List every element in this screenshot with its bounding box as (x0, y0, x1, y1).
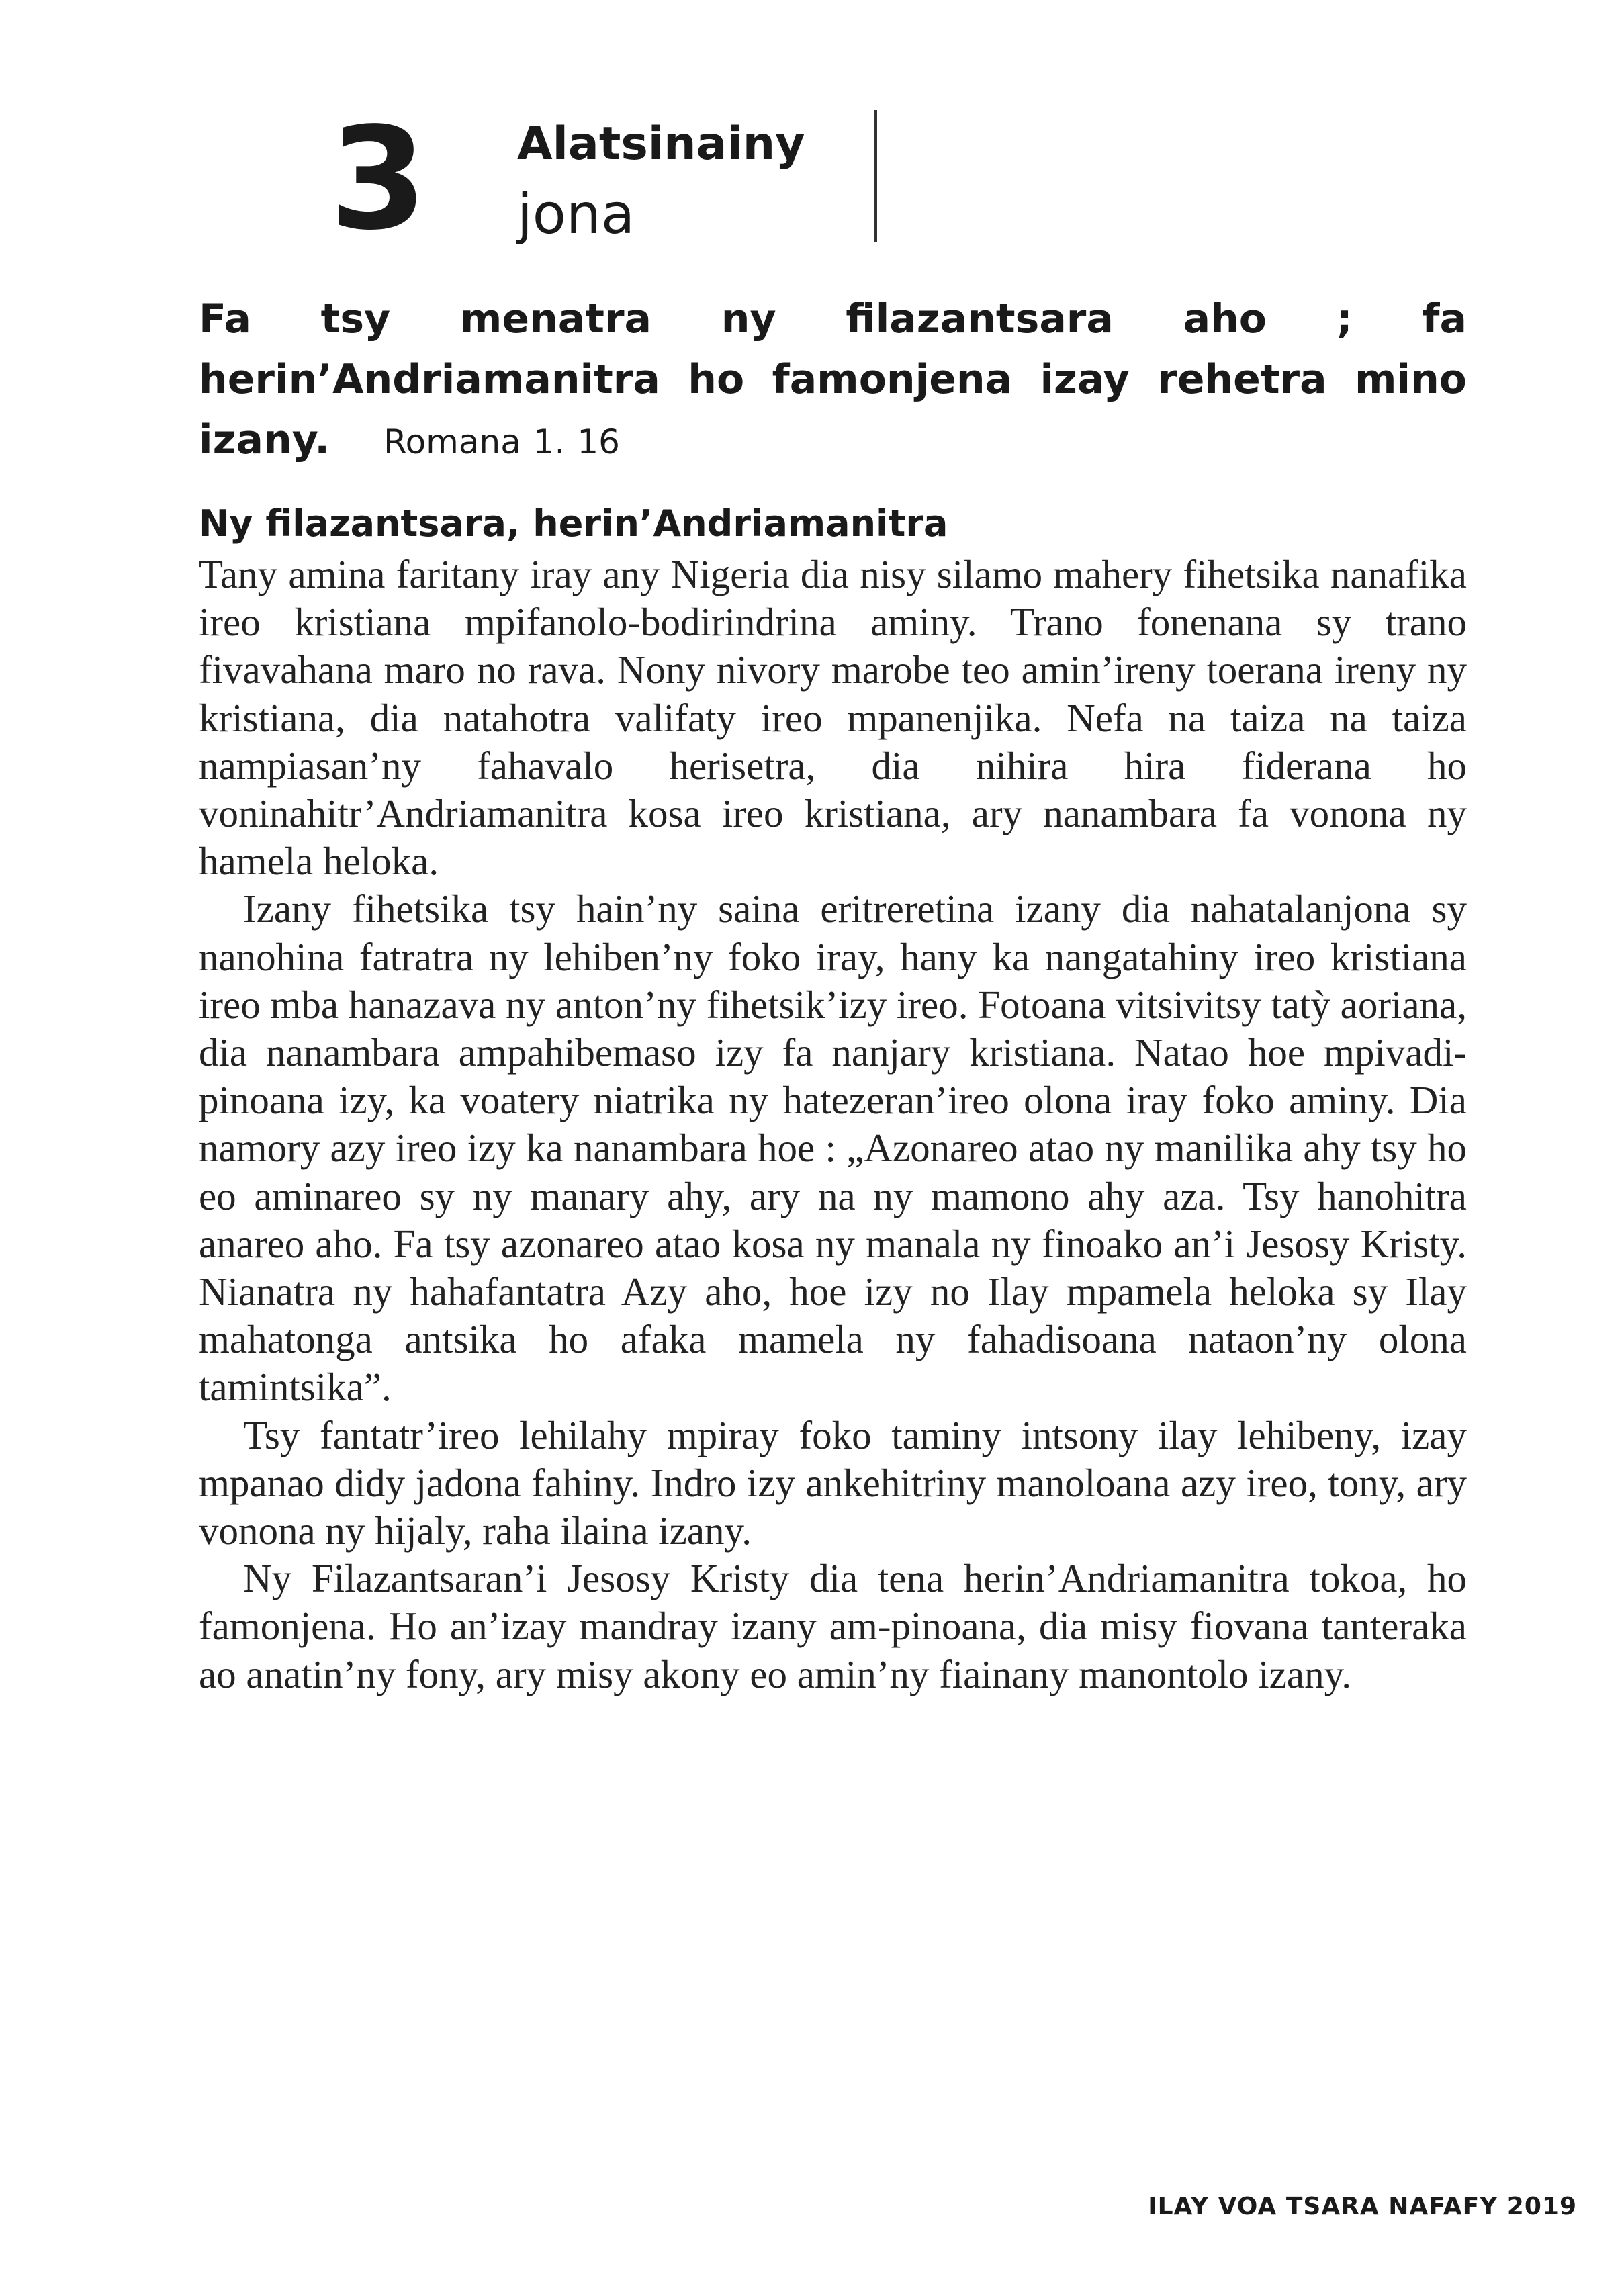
vertical-divider (874, 110, 877, 242)
paragraph: Tsy fantatr’ireo lehilahy mpiray foko taminy intsony ilay lehibeny, izay mpanao didy jadona fahiny. Indro izy ankehitriny manoloana azy ireo, tony, ary vonona ny hijaly, raha ilaina izany. (199, 1412, 1467, 1553)
verse-reference: Romana 1. 16 (384, 422, 620, 461)
day-number: 3 (329, 97, 425, 261)
month-name: jona (517, 183, 635, 246)
paragraph: Tany amina faritany iray any Nigeria dia nisy silamo mahery fihetsika nanafika ireo kristiana mpifanolo-bodirindrina aminy. Trano fonenana sy trano fivavahana maro no rava. Nony nivory marobe teo amin’ireny toerana ireny ny kristiana, dia natahotra valifaty ireo mpanenjika. Nefa na taiza na taiza nampiasan’ny fahavalo herisetra, dia nihira hira fiderana ho voninahitr’Andriamanitra kosa ireo kristiana, ary nanambara fa vonona ny hamela heloka. (199, 552, 1467, 884)
day-name: Alatsinainy (517, 118, 805, 171)
paragraph: Izany fihetsika tsy hain’ny saina eritreretina izany dia nahatalanjona sy nanohina fatratra ny lehiben’ny foko iray, hany ka nangatahiny ireo kristiana ireo mba hanazava ny anton’ny fihetsik’izy ireo. Fotoana vitsivitsy tatỳ aoriana, dia nanambara ampahibemaso izy fa nanjary kristiana. Natao hoe mpivadi-pinoana izy, ka voatery niatrika ny hatezeran’ireo olona iray foko aminy. Dia namory azy ireo izy ka nanambara hoe : „Azonareo atao ny manilika ahy tsy ho eo aminareo sy ny manary ahy, ary na ny mamono ahy aza. Tsy hanohitra anareo aho. Fa tsy azonareo atao kosa ny manala ny finoako an’i Jesosy Kristy. Nianatra ny hahafantatra Azy aho, hoe izy no Ilay mpamela heloka sy Ilay mahatonga antsika ho afaka mamela ny fahadisoana nataon’ny olona tamintsika”. (199, 886, 1467, 1410)
date-header (329, 97, 880, 261)
publication-footer: ILAY VOA TSARA NAFAFY 2019 (1148, 2193, 1577, 2220)
daily-verse (199, 289, 1467, 472)
paragraph: Ny Filazantsaran’i Jesosy Kristy dia tena herin’Andriamanitra tokoa, ho famonjena. Ho an’izay mandray izany am-pinoana, dia misy fiovana tanteraka ao anatin’ny fony, ary misy akony eo amin’ny fiainany manontolo izany. (199, 1556, 1467, 1696)
verse-text: Fa tsy menatra ny filazantsara aho ; fa herin’Andriamanitra ho famonjena izay rehetra mino izany. (199, 295, 1467, 463)
devotion-title: Ny filazantsara, herin’Andriamanitra (199, 502, 948, 545)
devotion-body (199, 551, 1467, 1698)
